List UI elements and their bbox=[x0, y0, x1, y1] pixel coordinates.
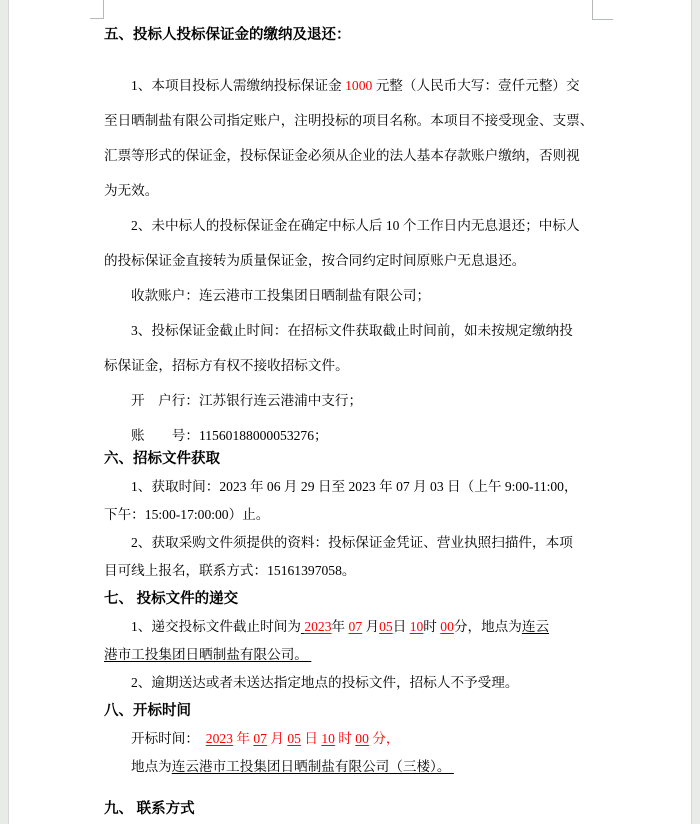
text-run: 连云 bbox=[521, 619, 550, 634]
text-run: 地点为 bbox=[131, 759, 172, 774]
text-run: 下午：15:00-17:00:00）止。 bbox=[104, 507, 270, 522]
text-run: 至日晒制盐有限公司指定账户，注明投标的项目名称。本项目不接受现金、支票、 bbox=[104, 113, 594, 128]
section-5-para-2 bbox=[104, 208, 596, 278]
text-line bbox=[104, 18, 596, 53]
section-8-time-line bbox=[104, 725, 596, 753]
text-line bbox=[104, 529, 596, 557]
viewer-gutter-right bbox=[691, 0, 700, 824]
text-run: 时 bbox=[334, 731, 356, 746]
text-line bbox=[104, 795, 596, 823]
text-run: 目可线上报名，联系方式：15161397058。 bbox=[104, 563, 356, 578]
text-run: 的投标保证金直接转为质量保证金，按合同约定时间原账户无息退还。 bbox=[104, 253, 526, 268]
text-run: 1、本项目投标人需缴纳投标保证金 bbox=[131, 78, 346, 93]
text-run: 05 bbox=[379, 619, 393, 634]
text-run: 日 bbox=[300, 731, 322, 746]
section-5-para-1 bbox=[104, 68, 596, 208]
text-run: 账 号：11560188000053276； bbox=[131, 428, 328, 443]
text-run: 00 bbox=[440, 619, 454, 634]
text-run: 2、逾期送达或者未送达指定地点的投标文件，招标人不予受理。 bbox=[131, 675, 519, 690]
text-run: 五、投标人投标保证金的缴纳及退还： bbox=[104, 27, 351, 43]
text-run: 分 bbox=[453, 619, 468, 634]
section-6-para-2 bbox=[104, 529, 596, 585]
section-8-heading bbox=[104, 697, 596, 725]
text-line bbox=[104, 243, 596, 278]
text-line bbox=[104, 753, 596, 781]
text-line bbox=[104, 557, 596, 585]
text-line bbox=[104, 103, 596, 138]
section-6-para-1 bbox=[104, 473, 596, 529]
text-line bbox=[104, 501, 596, 529]
text-run: 开 户行：江苏银行连云港浦中支行； bbox=[131, 393, 363, 408]
text-line bbox=[104, 445, 596, 473]
section-7-para-1 bbox=[104, 613, 596, 669]
text-line bbox=[104, 613, 596, 641]
text-run: 汇票等形式的保证金，投标保证金必须从企业的法人基本存款账户缴纳，否则视 bbox=[104, 148, 580, 163]
text-line bbox=[104, 473, 596, 501]
text-run: 标保证金，招标方有权不接收招标文件。 bbox=[104, 358, 349, 373]
text-run: 07 bbox=[253, 731, 267, 746]
text-line bbox=[104, 669, 596, 697]
text-run: 07 bbox=[348, 619, 363, 634]
text-boundary-mark-top-left-vertical bbox=[103, 0, 104, 18]
text-line bbox=[104, 138, 596, 173]
text-run: 月 bbox=[266, 731, 288, 746]
section-5-receiver-account-line bbox=[104, 278, 596, 313]
text-run: 年 bbox=[331, 619, 349, 634]
text-line bbox=[104, 697, 596, 725]
section-9-heading bbox=[104, 795, 596, 823]
text-run: 1、递交投标文件截止时间为 bbox=[131, 619, 301, 634]
text-run: 元整（人民币大写：壹仟元整）交 bbox=[372, 78, 580, 93]
text-run: 2023 bbox=[205, 731, 233, 746]
text-boundary-mark-top-left-horizontal bbox=[90, 18, 104, 19]
text-run bbox=[199, 731, 206, 746]
text-line bbox=[104, 313, 596, 348]
text-line bbox=[104, 208, 596, 243]
text-run: 1000 bbox=[345, 78, 373, 93]
text-line bbox=[104, 585, 596, 613]
document-text-area bbox=[104, 18, 596, 823]
text-run: 分， bbox=[368, 731, 400, 746]
text-run: 九、 联系方式 bbox=[104, 801, 195, 817]
text-run: 2、获取采购文件须提供的资料：投标保证金凭证、营业执照扫描件，本项 bbox=[131, 535, 573, 550]
text-run: 开标时间： bbox=[131, 731, 199, 746]
text-run: 六、招标文件获取 bbox=[104, 451, 220, 467]
text-run: 00 bbox=[355, 731, 369, 746]
text-run: 2023 bbox=[304, 619, 332, 634]
text-line bbox=[104, 383, 596, 418]
text-line bbox=[104, 641, 596, 669]
text-run: 10 bbox=[321, 731, 335, 746]
text-run: 05 bbox=[287, 731, 301, 746]
text-line bbox=[104, 725, 596, 753]
section-8-place-line bbox=[104, 753, 596, 781]
bank-branch-line bbox=[104, 383, 596, 418]
text-run: 时 bbox=[423, 619, 441, 634]
section-5-para-3 bbox=[104, 313, 596, 383]
section-7-para-2 bbox=[104, 669, 596, 697]
section-7-heading bbox=[104, 585, 596, 613]
text-run: ，地点为 bbox=[467, 619, 522, 634]
text-run: 收款账户：连云港市工投集团日晒制盐有限公司； bbox=[131, 288, 431, 303]
section-6-heading bbox=[104, 445, 596, 473]
text-run: 日 bbox=[392, 619, 410, 634]
text-line bbox=[104, 68, 596, 103]
text-run: 1、获取时间：2023 年 06 月 29 日至 2023 年 07 月 03 日（上午 9:00-11:00， bbox=[131, 479, 578, 494]
text-run: 月 bbox=[362, 619, 380, 634]
text-line bbox=[104, 173, 596, 208]
text-run: 八、开标时间 bbox=[104, 703, 191, 719]
text-run: 3、投标保证金截止时间：在招标文件获取截止时间前，如未按规定缴纳投 bbox=[131, 323, 573, 338]
section-5-heading bbox=[104, 18, 596, 53]
text-line bbox=[104, 348, 596, 383]
text-run: 10 bbox=[409, 619, 424, 634]
text-line bbox=[104, 278, 596, 313]
viewer-gutter-left bbox=[0, 0, 9, 824]
text-run: 连云港市工投集团日晒制盐有限公司（三楼）。 bbox=[171, 759, 454, 774]
text-boundary-mark-top-right-vertical bbox=[592, 0, 593, 19]
text-run: 七、 投标文件的递交 bbox=[104, 591, 239, 607]
text-run: 为无效。 bbox=[104, 183, 159, 198]
text-run: 年 bbox=[232, 731, 254, 746]
text-run: 港市工投集团日晒制盐有限公司。 bbox=[104, 647, 312, 662]
text-run: 2、未中标人的投标保证金在确定中标人后 10 个工作日内无息退还；中标人 bbox=[131, 218, 580, 233]
